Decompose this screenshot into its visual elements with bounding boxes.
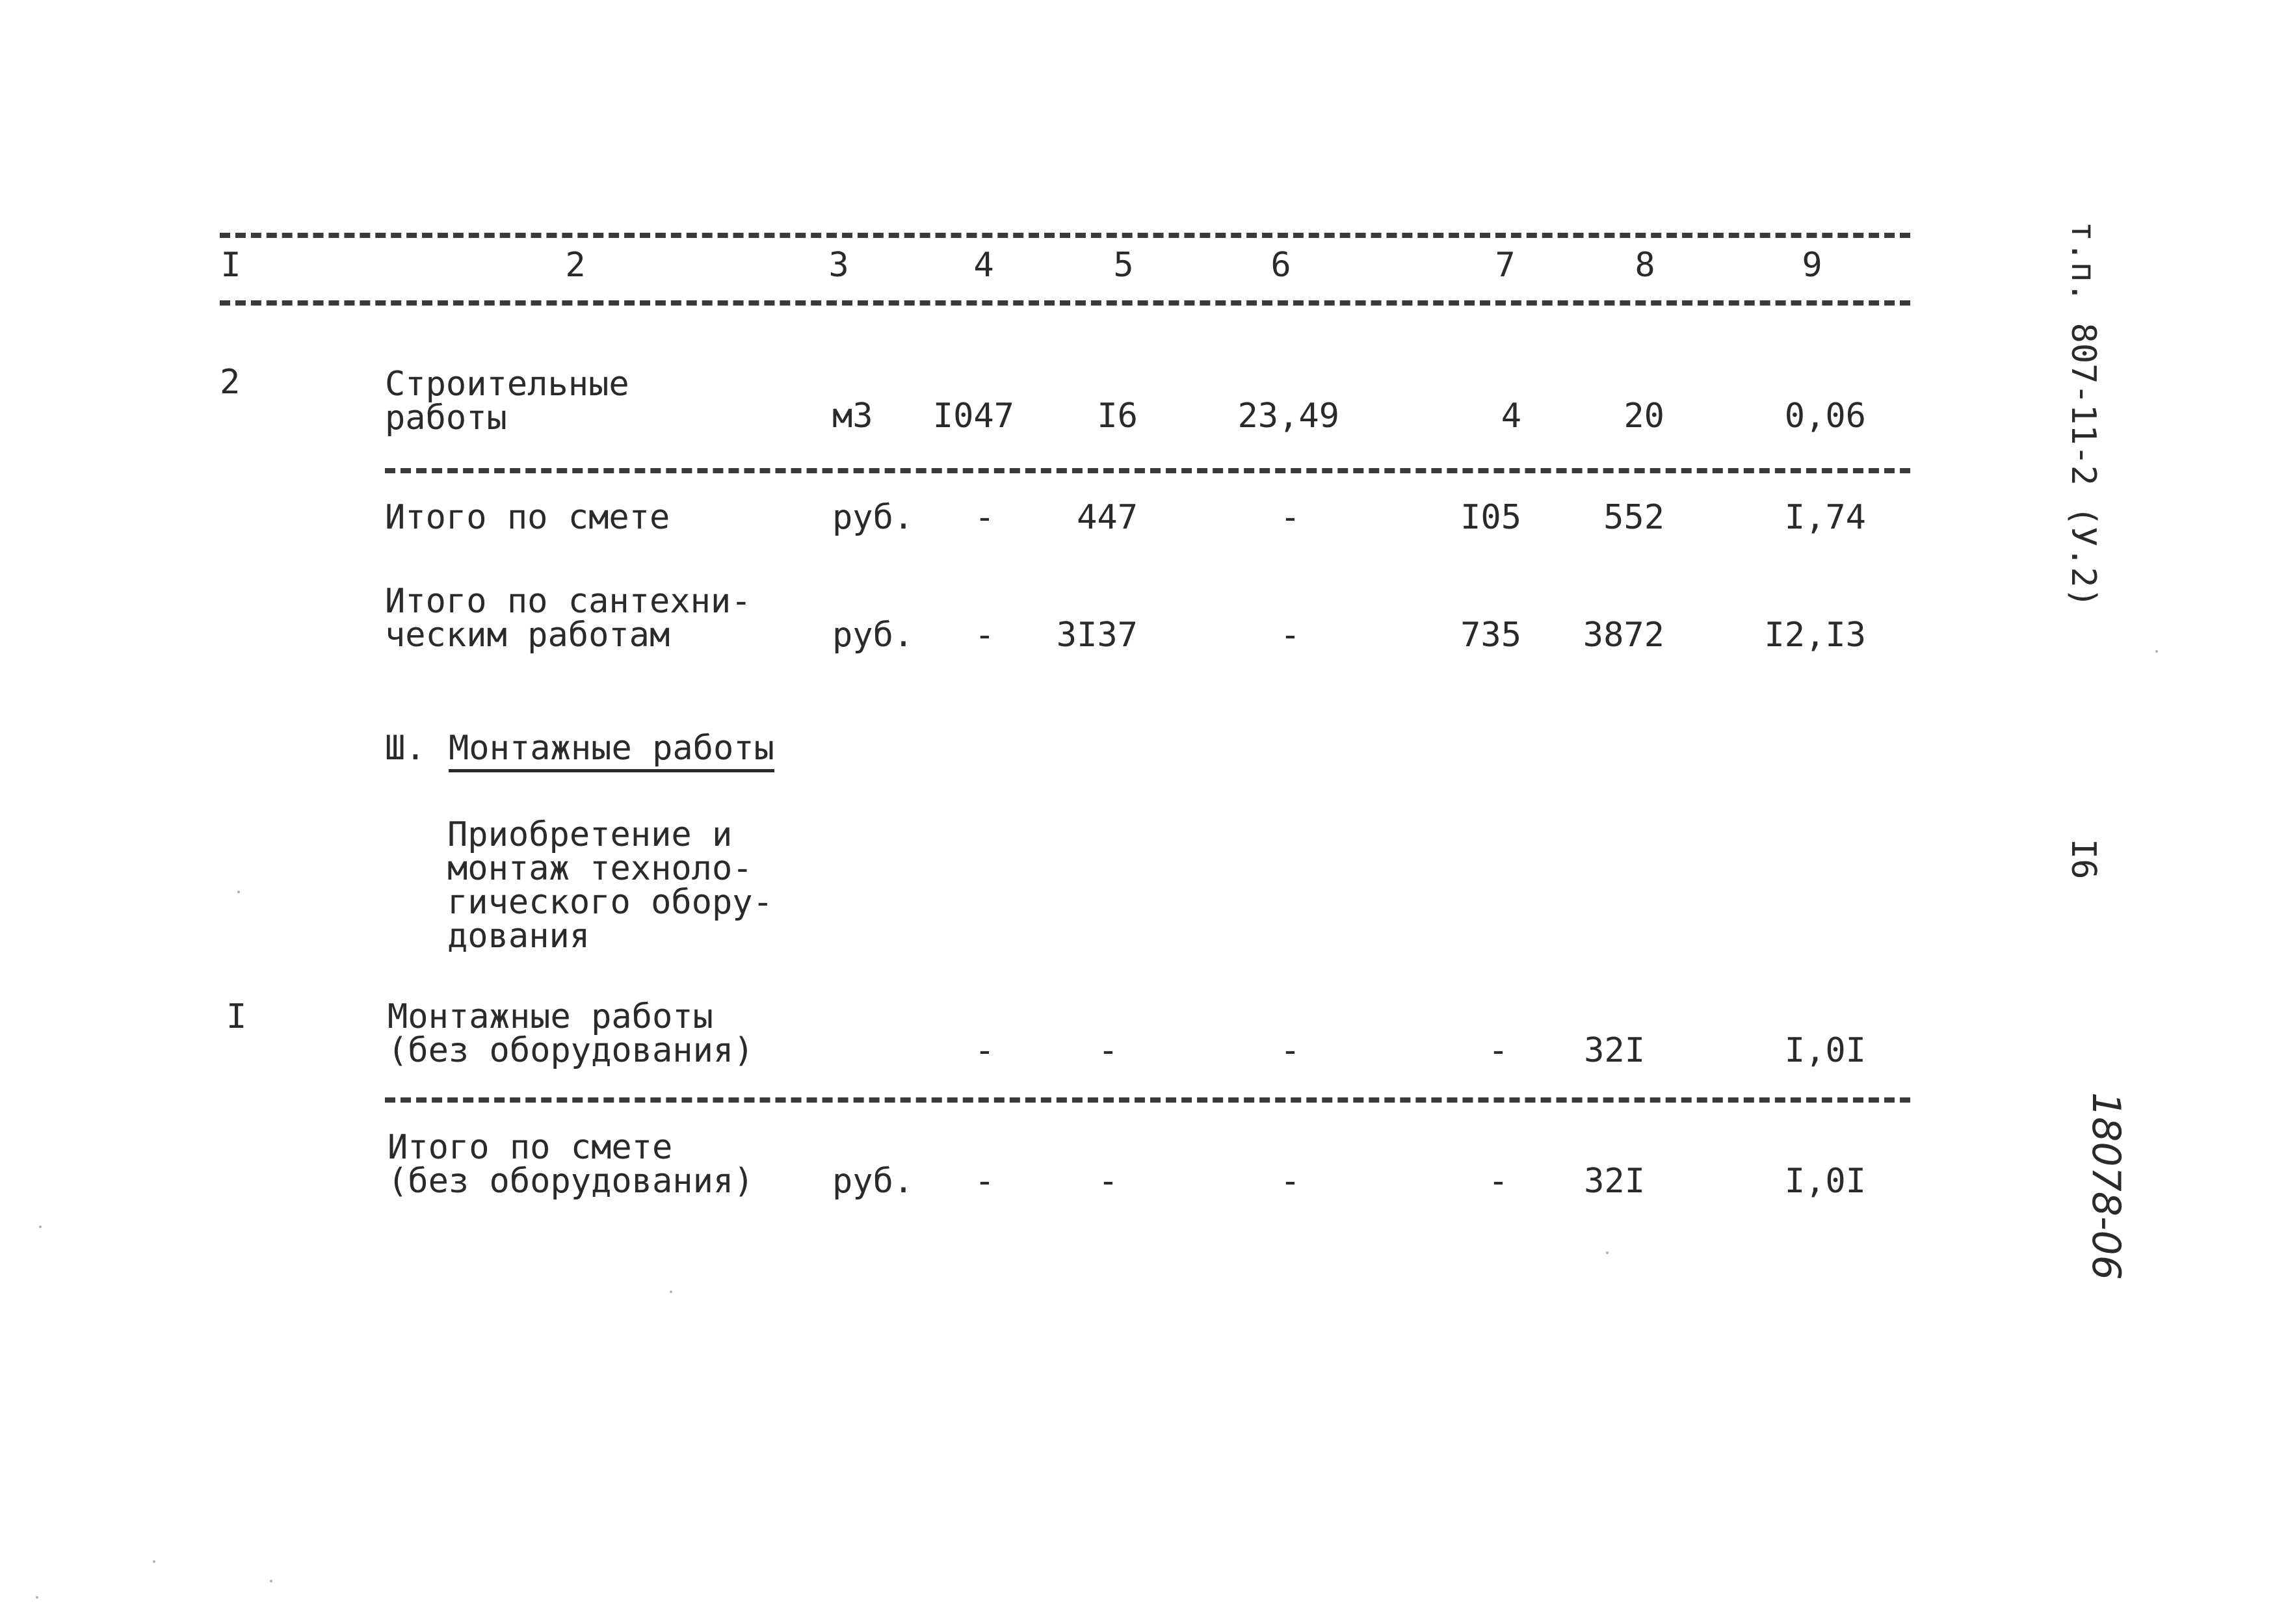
subtotal-rule [385,468,1910,473]
row-installation-name: Монтажные работы (без оборудования) [388,997,754,1070]
header-bottom-rule [220,300,1910,306]
row-total-plumbing-name: Итого по сантехни- ческим работам [385,582,752,655]
row-construction-col6: 23,49 [1237,397,1339,436]
scan-speck [36,1596,38,1599]
row-total-plumbing-col4: - [974,616,995,655]
row-construction-col4: I047 [932,397,1014,436]
row-total-estimate-name: Итого по смете [385,498,670,537]
row-total-no-equipment-col6: - [1280,1162,1300,1201]
row-total-no-equipment-col5: - [1098,1162,1118,1201]
row-installation-col4: - [974,1031,995,1070]
row-total-no-equipment-col7: - [1488,1162,1508,1201]
row-construction-col5: I6 [1097,397,1138,436]
header-col-2: 2 [565,246,586,285]
row-total-no-equipment-name: Итого по смете (без оборудования) [388,1128,754,1201]
header-col-5: 5 [1113,246,1134,285]
row-total-plumbing-col8: 3872 [1583,616,1664,655]
row-construction-col7: 4 [1501,397,1521,436]
header-col-4: 4 [973,246,994,285]
scan-speck [2155,650,2158,653]
scan-speck [153,1560,155,1563]
row-total-estimate-col6: - [1280,498,1300,537]
header-col-6: 6 [1270,246,1291,285]
margin-page-number: I6 [2064,839,2103,880]
row-construction-name: Строительные работы [385,365,629,438]
row-installation-col7: - [1488,1031,1508,1070]
row-total-estimate-col4: - [974,498,995,537]
header-col-1: I [220,246,241,285]
row-total-plumbing-unit: руб. [832,616,914,655]
row-total-no-equipment-col8: 32I [1584,1162,1645,1201]
row-total-estimate-col7: I05 [1460,498,1521,537]
header-col-3: 3 [828,246,849,285]
section-3-title: Монтажные работы [449,731,774,772]
margin-document-code: т.п. 807-11-2 (У.2) [2064,221,2103,608]
row-total-plumbing-col6: - [1280,616,1300,655]
row-total-plumbing-col7: 735 [1460,616,1521,655]
row-installation-col8: 32I [1584,1031,1645,1070]
margin-inventory-number: 18078-06 [2083,1092,2129,1280]
row-total-plumbing-col5: 3I37 [1056,616,1138,655]
row-installation-number: I [226,997,247,1036]
header-col-9: 9 [1802,246,1822,285]
row-total-plumbing-col9: I2,I3 [1764,616,1866,655]
scan-speck [39,1225,42,1228]
row-total-estimate-col5: 447 [1077,498,1138,537]
row-construction-number: 2 [220,363,241,402]
row-construction-col9: 0,06 [1784,397,1866,436]
row-construction-unit: м3 [832,397,873,436]
section-3-prefix: Ш. [385,729,426,768]
scan-speck [1606,1251,1609,1254]
scan-speck [237,891,240,893]
row-installation-col9: I,0I [1784,1031,1866,1070]
row-installation-col6: - [1280,1031,1300,1070]
row-construction-col8: 20 [1624,397,1664,436]
header-top-rule [220,233,1910,238]
row-total-estimate-col8: 552 [1603,498,1664,537]
header-col-7: 7 [1495,246,1516,285]
scan-speck [670,1290,672,1293]
row-total-no-equipment-unit: руб. [832,1162,914,1201]
acquisition-description: Приобретение и монтаж техноло- гического обору- дования [447,815,773,956]
row-total-estimate-unit: руб. [832,498,914,537]
scan-speck [270,1580,272,1582]
row-total-estimate-col9: I,74 [1784,498,1866,537]
header-col-8: 8 [1635,246,1655,285]
row-installation-col5: - [1098,1031,1118,1070]
final-subtotal-rule [385,1097,1910,1103]
row-total-no-equipment-col4: - [974,1162,995,1201]
row-total-no-equipment-col9: I,0I [1784,1162,1866,1201]
